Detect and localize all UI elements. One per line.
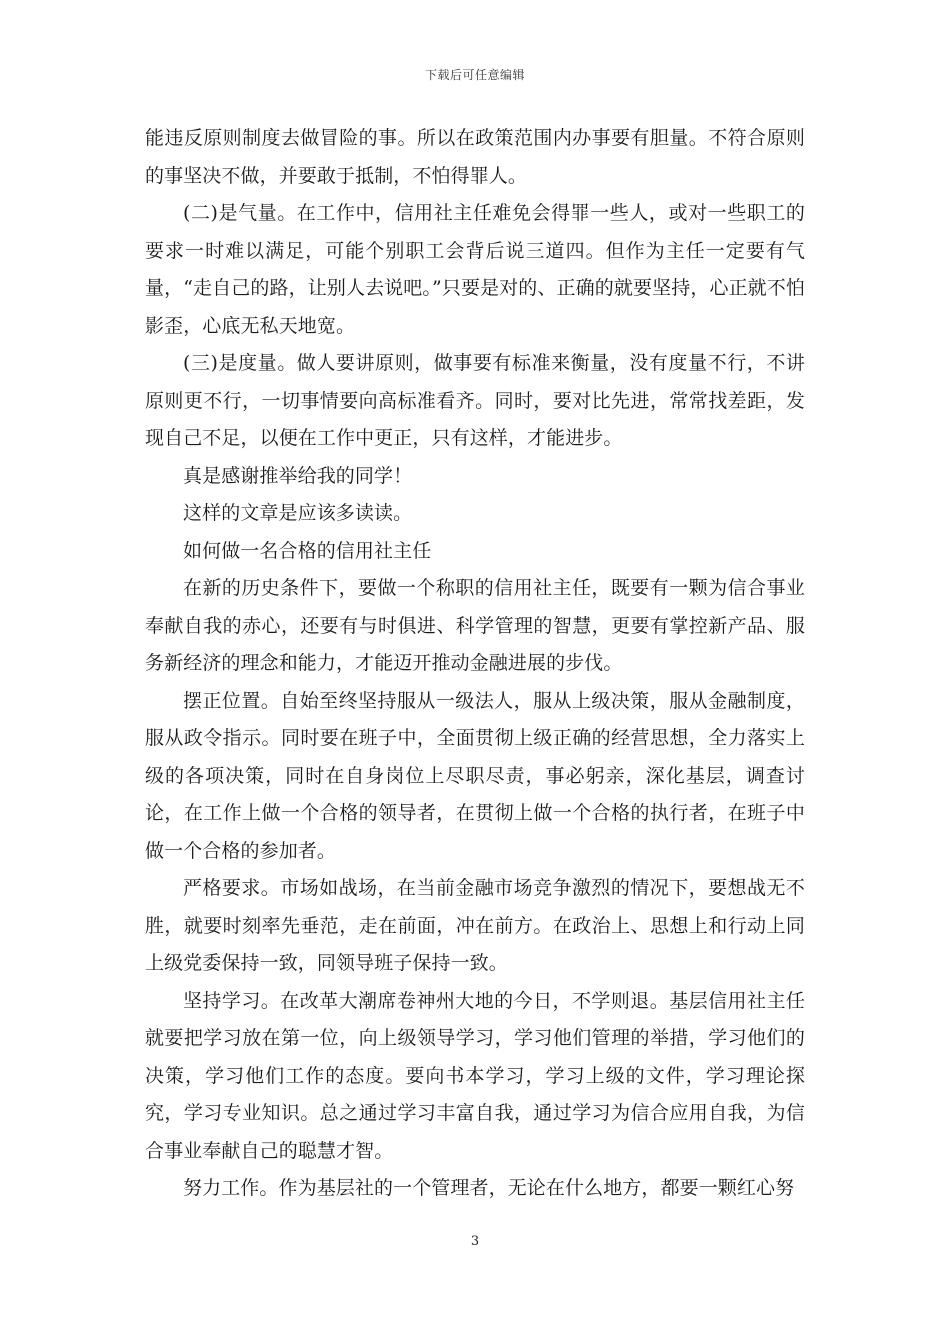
page-number: 3	[470, 1234, 480, 1249]
paragraph: (二)是气量。在工作中，信用社主任难免会得罪一些人，或对一些职工的要求一时难以满足，可能个别职工会背后说三道四。但作为主任一定要有气量，“走自己的路，让别人去说吧。”只要是对的、正确的就要坚持，心正就不怕影歪，心底无私天地宽。	[145, 202, 805, 337]
paragraph: 摆正位置。自始至终坚持服从一级法人，服从上级决策，服从金融制度，服从政令指示。同时要在班子中，全面贯彻上级正确的经营思想，全力落实上级的各项决策，同时在自身岗位上尽职尽责，事必躬亲，深化基层，调查讨论，在工作上做一个合格的领导者，在贯彻上做一个合格的执行者，在班子中做一个合格的参加者。	[145, 689, 805, 862]
paragraph: 努力工作。作为基层社的一个管理者，无论在什么地方，都要一颗红心努	[183, 1177, 795, 1199]
section-heading: 如何做一名合格的信用社主任	[183, 539, 432, 562]
paragraph: 能违反原则制度去做冒险的事。所以在政策范围内办事要有胆量。不符合原则的事坚决不做，并要敢于抵制，不怕得罪人。	[145, 127, 805, 187]
paragraph: 坚持学习。在改革大潮席卷神州大地的今日，不学则退。基层信用社主任就要把学习放在第一位，向上级领导学习，学习他们管理的举措，学习他们的决策，学习他们工作的态度。要向书本学习，学习上级的文件，学习理论探究，学习专业知识。总之通过学习丰富自我，通过学习为信合应用自我，为信合事业奉献自己的聪慧才智。	[145, 989, 805, 1162]
page-header: 下载后可任意编辑	[424, 68, 525, 82]
document-body	[145, 120, 805, 1208]
paragraph: 严格要求。市场如战场，在当前金融市场竞争激烈的情况下，要想战无不胜，就要时刻率先垂范，走在前面，冲在前方。在政治上、思想上和行动上同上级党委保持一致，同领导班子保持一致。	[145, 877, 805, 974]
paragraph: 真是感谢推举给我的同学！	[183, 464, 413, 487]
paragraph: 在新的历史条件下，要做一个称职的信用社主任，既要有一颗为信合事业奉献自我的赤心，还要有与时俱进、科学管理的智慧，更要有掌控新产品、服务新经济的理念和能力，才能迈开推动金融进展的步伐。	[145, 577, 805, 674]
paragraph: 这样的文章是应该多读读。	[183, 502, 413, 524]
paragraph: (三)是度量。做人要讲原则，做事要有标准来衡量，没有度量不行，不讲原则更不行，一切事情要向高标准看齐。同时，要对比先进，常常找差距，发现自己不足，以便在工作中更正，只有这样，才能进步。	[145, 352, 805, 449]
